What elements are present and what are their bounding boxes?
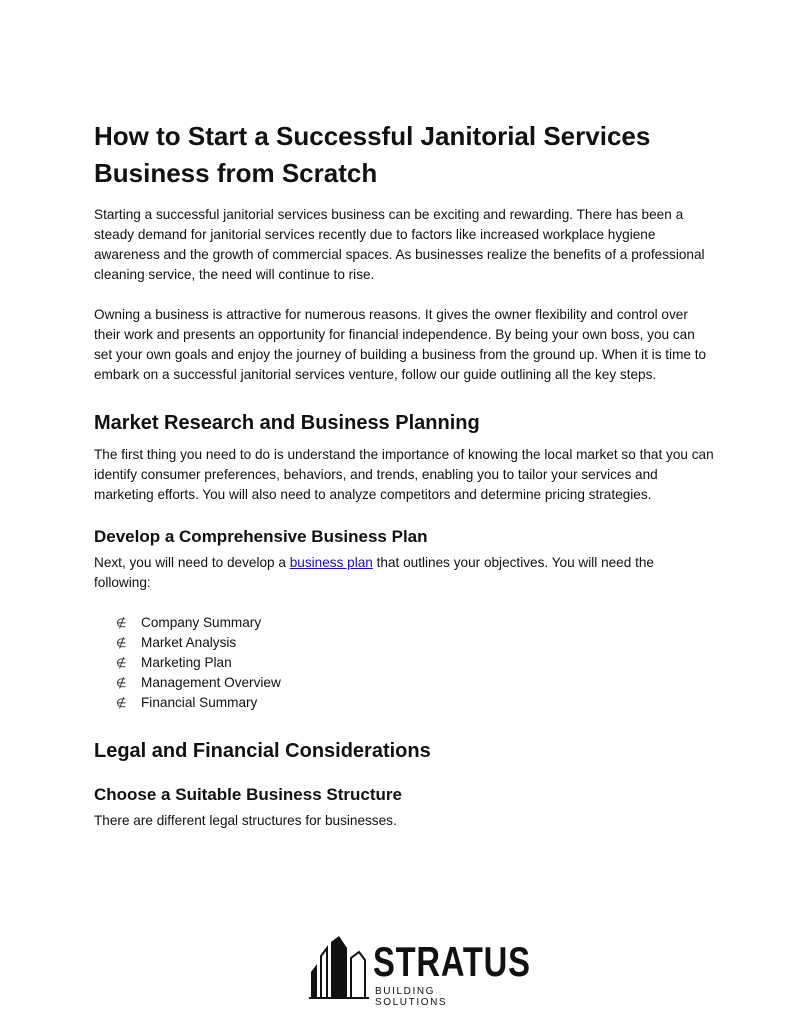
business-plan-paragraph [94, 553, 714, 593]
list-item-label: Market Analysis [141, 635, 237, 650]
business-structure-paragraph: There are different legal structures for businesses. [94, 813, 397, 828]
document-body [94, 118, 714, 831]
intro-paragraph-1: Starting a successful janitorial services business can be exciting and rewarding. There has been a steady demand for janitorial services recently due to factors like increased workplace hygiene awareness and the growth of commercial spaces. As businesses realize the benefits of a professional cleaning service, the need will continue to rise. [94, 207, 705, 282]
building-skyline-icon [309, 934, 373, 1000]
bullet-icon: ∉ [116, 636, 127, 650]
subheading-business-plan: Develop a Comprehensive Business Plan [94, 527, 428, 546]
bullet-icon: ∉ [116, 676, 127, 690]
logo-wordmark: STRATUS [373, 938, 531, 985]
business-plan-list [94, 613, 714, 713]
list-item-label: Company Summary [141, 615, 262, 630]
list-item [94, 693, 714, 713]
page-title: How to Start a Successful Janitorial Services Business from Scratch [94, 121, 651, 188]
list-item-label: Financial Summary [141, 695, 258, 710]
subheading-business-structure: Choose a Suitable Business Structure [94, 785, 402, 804]
section-heading-market-research: Market Research and Business Planning [94, 412, 480, 434]
business-plan-text-before: Next, you will need to develop a [94, 555, 290, 570]
bullet-icon: ∉ [116, 616, 127, 630]
intro-paragraph-2: Owning a business is attractive for numerous reasons. It gives the owner flexibility and control over their work and presents an opportunity for financial independence. By being your own boss, you can set your own goals and enjoy the journey of building a business from the ground up. When it is time to embark on a successful janitorial services venture, follow our guide outlining all the key steps. [94, 307, 707, 382]
list-item [94, 613, 714, 633]
bullet-icon: ∉ [116, 656, 127, 670]
market-research-paragraph: The first thing you need to do is understand the importance of knowing the local market so that you can identify consumer preferences, behaviors, and trends, enabling you to tailor your services and marketing efforts. You will also need to analyze competitors and determine pricing strategies. [94, 447, 714, 502]
list-item [94, 673, 714, 693]
section-heading-legal-financial: Legal and Financial Considerations [94, 740, 431, 762]
list-item [94, 633, 714, 653]
list-item-label: Marketing Plan [141, 655, 232, 670]
business-plan-text-after: that outlines your objectives. You will need the following: [94, 555, 654, 590]
list-item-label: Management Overview [141, 675, 281, 690]
business-plan-link[interactable]: business plan [289, 555, 373, 570]
list-item [94, 653, 714, 673]
logo-tagline: BUILDING SOLUTIONS [375, 986, 448, 1008]
stratus-logo [309, 934, 531, 1008]
bullet-icon: ∉ [116, 696, 127, 710]
